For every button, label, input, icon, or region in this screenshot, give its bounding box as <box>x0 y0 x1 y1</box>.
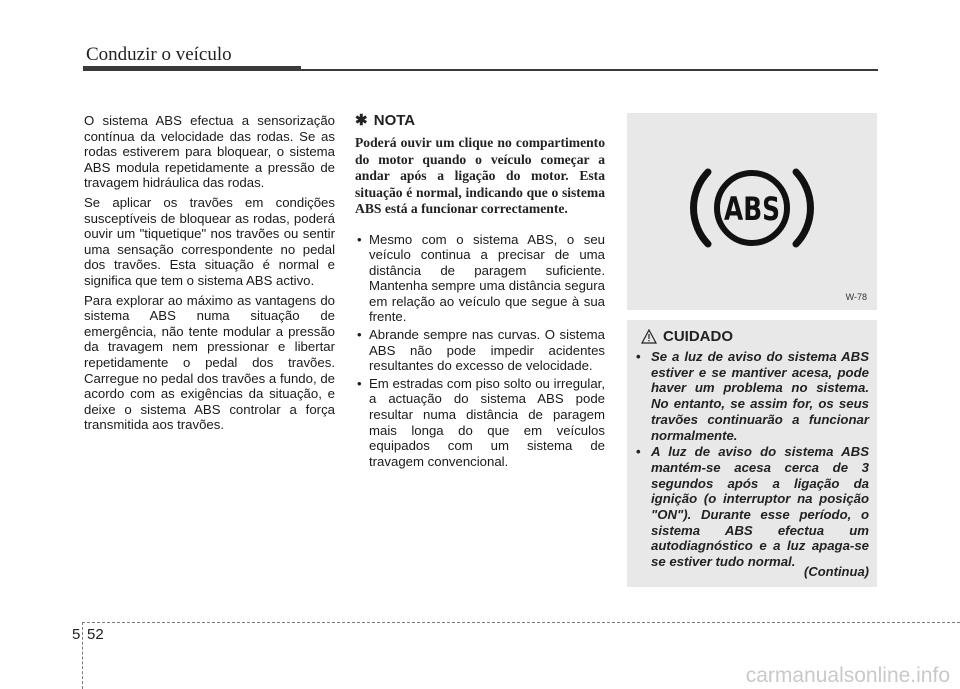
caution-box <box>627 320 877 587</box>
note-heading <box>355 111 605 129</box>
abs-warning-light-icon <box>682 158 822 258</box>
footer-vertical-rule <box>82 622 83 689</box>
page-number: 52 <box>87 626 104 643</box>
paragraph: Para explorar ao máximo as vantagens do sistema ABS numa situação de emergência, não tente modular a pressão da travagem nem pressionar e libertar repetidamente o pedal dos travões. Carregue no pedal dos travões a fundo, de acordo com as exigências da situação, e deixe o sistema ABS controlar a força transmitida aos travões. <box>84 292 335 433</box>
note-title: NOTA <box>373 112 416 129</box>
continued-label: (Continua) <box>804 564 869 579</box>
middle-column <box>355 111 605 471</box>
caution-list <box>633 349 869 571</box>
watermark: carmanualsonline.info <box>745 664 950 687</box>
footer-rule <box>82 622 960 623</box>
list-item: • Em estradas com piso solto ou irregular, a actuação do sistema ABS pode resultar numa distância de paragem mais longa do que em veículos equipados com um sistema de travagem convencional. <box>355 376 605 470</box>
note-body: Poderá ouvir um clique no compartimento do motor quando o veículo começar a andar após a ligação do motor. Esta situação é normal, indicando que o sistema ABS está a funcionar correctamente. <box>355 135 605 216</box>
warning-triangle-icon <box>641 329 657 344</box>
abs-symbol-text: ABS <box>724 190 780 228</box>
list-item: • Abrande sempre nas curvas. O sistema ABS não pode impedir acidentes resultantes do excesso de velocidade. <box>355 327 605 374</box>
list-item: • Mesmo com o sistema ABS, o seu veículo continua a precisar de uma distância de paragem suficiente. Mantenha sempre uma distância segura em relação ao veículo que segue à sua frente. <box>355 232 605 326</box>
list-item: • A luz de aviso do sistema ABS mantém-se acesa cerca de 3 segundos após a ligação da ignição (o interruptor na posição "ON"). Durante esse período, o sistema ABS efectua um autodiagnóstico e a luz apaga-se se estiver tudo normal. <box>633 444 869 570</box>
paragraph: Se aplicar os travões em condições susceptíveis de bloquear as rodas, poderá ouvir um "tiquetique" nos travões ou sentir uma sensação correspondente no pedal dos travões. Esta situação é normal e significa que tem o sistema ABS activo. <box>84 194 335 288</box>
left-column <box>84 113 335 437</box>
header-rule-thick <box>83 66 301 71</box>
note-star-icon: ✱ <box>355 112 368 129</box>
page-header-title: Conduzir o veículo <box>86 44 232 65</box>
list-item: • Se a luz de aviso do sistema ABS estiver e se mantiver acesa, pode haver um problema no sistema. No entanto, se assim for, os seus travões continuarão a funcionar normalmente. <box>633 349 869 443</box>
figure-code: W-78 <box>845 292 867 302</box>
caution-heading <box>641 328 733 345</box>
caution-title: CUIDADO <box>663 328 733 345</box>
abs-warning-figure <box>627 113 877 310</box>
header-rule-thin <box>301 69 878 71</box>
chapter-number: 5 <box>72 626 81 643</box>
paragraph: O sistema ABS efectua a sensorização contínua da velocidade das rodas. Se as rodas estiverem para bloquear, o sistema ABS modula repetidamente a pressão de travagem hidráulica das rodas. <box>84 113 335 191</box>
bullet-list <box>355 232 605 470</box>
